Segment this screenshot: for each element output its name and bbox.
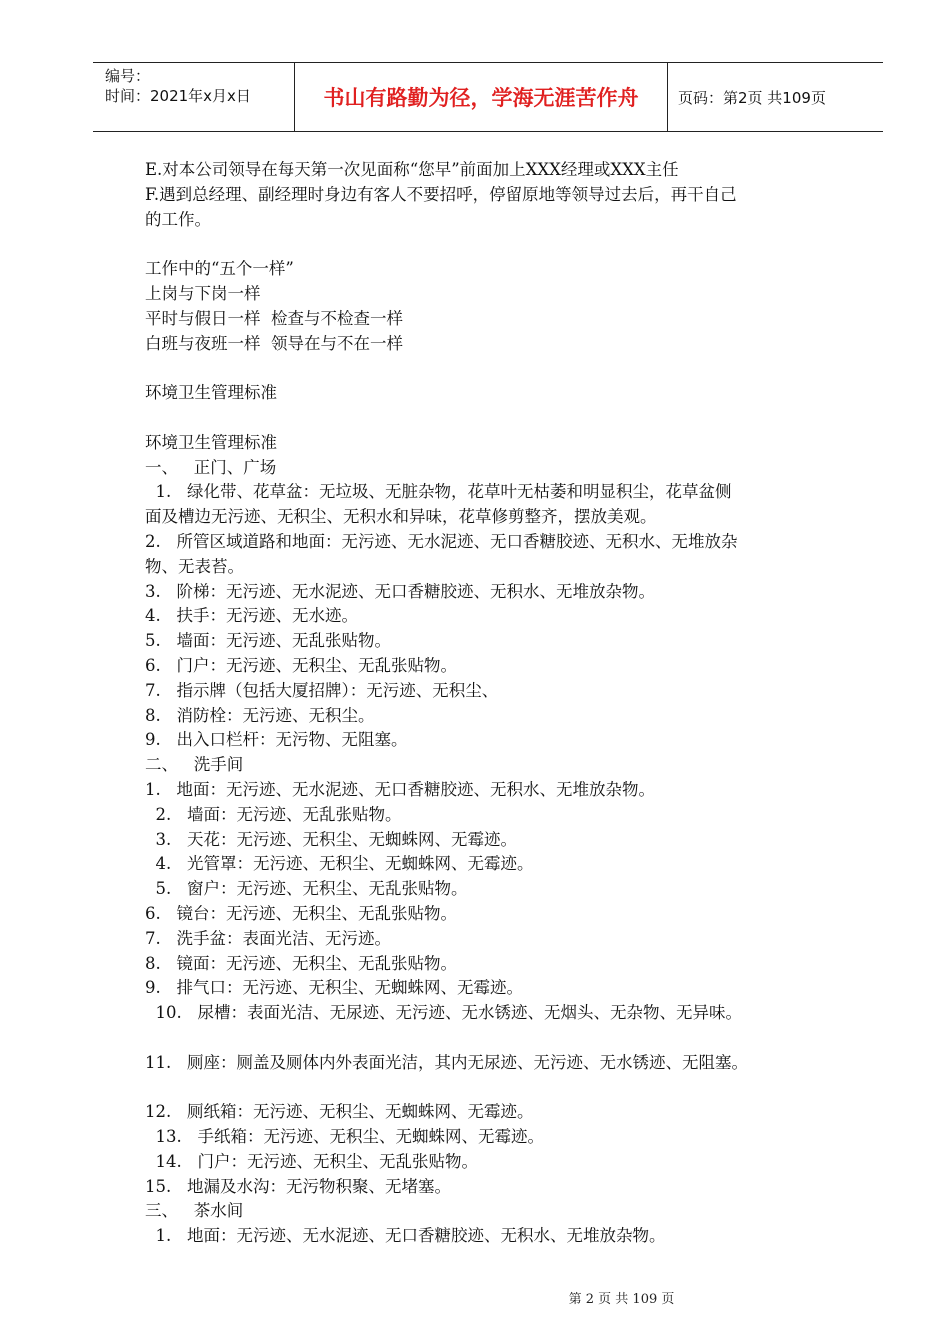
text-line: 13. 手纸箱：无污迹、无积尘、无蜘蛛网、无霉迹。 [145,1127,544,1147]
blank-line [145,1026,845,1051]
page-footer-text: 第 2 页 共 109 页 [568,1292,675,1307]
text-line: F.遇到总经理、副经理时身边有客人不要招呼，停留原地等领导过去后，再干自己 [145,184,737,204]
document-body [145,158,845,1249]
header-page-code [668,63,883,131]
text-line: 2. 墙面：无污迹、无乱张贴物。 [145,804,402,824]
text-line: 工作中的“五个一样” [145,259,294,279]
text-line: 6. 门户：无污迹、无积尘、无乱张贴物。 [145,655,457,675]
text-line: 7. 指示牌（包括大厦招牌）：无污迹、无积尘、 [145,680,499,700]
text-line: 14. 门户：无污迹、无积尘、无乱张贴物。 [145,1151,478,1171]
text-line: 3. 天花：无污迹、无积尘、无蜘蛛网、无霉迹。 [145,829,517,849]
text-line: 8. 镜面：无污迹、无积尘、无乱张贴物。 [145,953,457,973]
text-line: 白班与夜班一样 领导在与不在一样 [145,333,403,353]
text-line: 6. 镜台：无污迹、无积尘、无乱张贴物。 [145,903,457,923]
text-line: 三、 茶水间 [145,1201,244,1221]
header-meta [93,63,295,131]
page-header [93,62,883,132]
text-line: 环境卫生管理标准 [145,432,277,452]
text-line: 4. 光管罩：无污迹、无积尘、无蜘蛛网、无霉迹。 [145,854,534,874]
text-line: 11. 厕座：厕盖及厕体内外表面光洁，其内无尿迹、无污迹、无水锈迹、无阻塞。 [145,1052,748,1072]
blank-line [145,356,845,381]
text-line: 1. 绿化带、花草盆：无垃圾、无脏杂物，花草叶无枯萎和明显积尘，花草盆侧 [145,482,732,502]
text-line: 二、 洗手间 [145,755,244,775]
text-line: 4. 扶手：无污迹、无水迹。 [145,606,358,626]
motto-text: 书山有路勤为径，学海无涯苦作舟 [323,86,639,110]
blank-line [145,232,845,257]
text-line: 5. 墙面：无污迹、无乱张贴物。 [145,631,391,651]
blank-line [145,406,845,431]
text-line: 9. 出入口栏杆：无污物、无阻塞。 [145,730,408,750]
number-label: 编号： [105,67,151,85]
text-line: 5. 窗户：无污迹、无积尘、无乱张贴物。 [145,879,468,899]
text-line: 15. 地漏及水沟：无污物积聚、无堵塞。 [145,1176,451,1196]
text-line: 一、 正门、广场 [145,457,277,477]
text-line: 1. 地面：无污迹、无水泥迹、无口香糖胶迹、无积水、无堆放杂物。 [145,779,655,799]
text-line: 面及槽边无污迹、无积尘、无积水和异味，花草修剪整齐，摆放美观。 [145,507,657,527]
text-line: 环境卫生管理标准 [145,383,277,403]
text-line: 3. 阶梯：无污迹、无水泥迹、无口香糖胶迹、无积水、无堆放杂物。 [145,581,655,601]
text-line: 的工作。 [145,209,211,229]
page-footer [0,1288,950,1307]
text-line: 10. 尿槽：表面光洁、无尿迹、无污迹、无水锈迹、无烟头、无杂物、无异味。 [145,1003,742,1023]
text-line: 物、无表苔。 [145,556,244,576]
time-label: 时间：2021年x月x日 [105,87,251,105]
text-line: 9. 排气口：无污迹、无积尘、无蜘蛛网、无霉迹。 [145,978,523,998]
text-line: 2. 所管区域道路和地面：无污迹、无水泥迹、无口香糖胶迹、无积水、无堆放杂 [145,531,738,551]
text-line: E.对本公司领导在每天第一次见面称“您早”前面加上XXX经理或XXX主任 [145,160,679,179]
header-motto [295,63,668,131]
text-line: 7. 洗手盆：表面光洁、无污迹。 [145,928,391,948]
text-line: 上岗与下岗一样 [145,283,261,303]
text-line: 1. 地面：无污迹、无水泥迹、无口香糖胶迹、无积水、无堆放杂物。 [145,1226,666,1246]
text-line: 平时与假日一样 检查与不检查一样 [145,308,403,328]
page-code-text: 页码：第2页 共109页 [678,88,826,107]
blank-line [145,1075,845,1100]
text-line: 12. 厕纸箱：无污迹、无积尘、无蜘蛛网、无霉迹。 [145,1102,534,1122]
text-line: 8. 消防栓：无污迹、无积尘。 [145,705,375,725]
